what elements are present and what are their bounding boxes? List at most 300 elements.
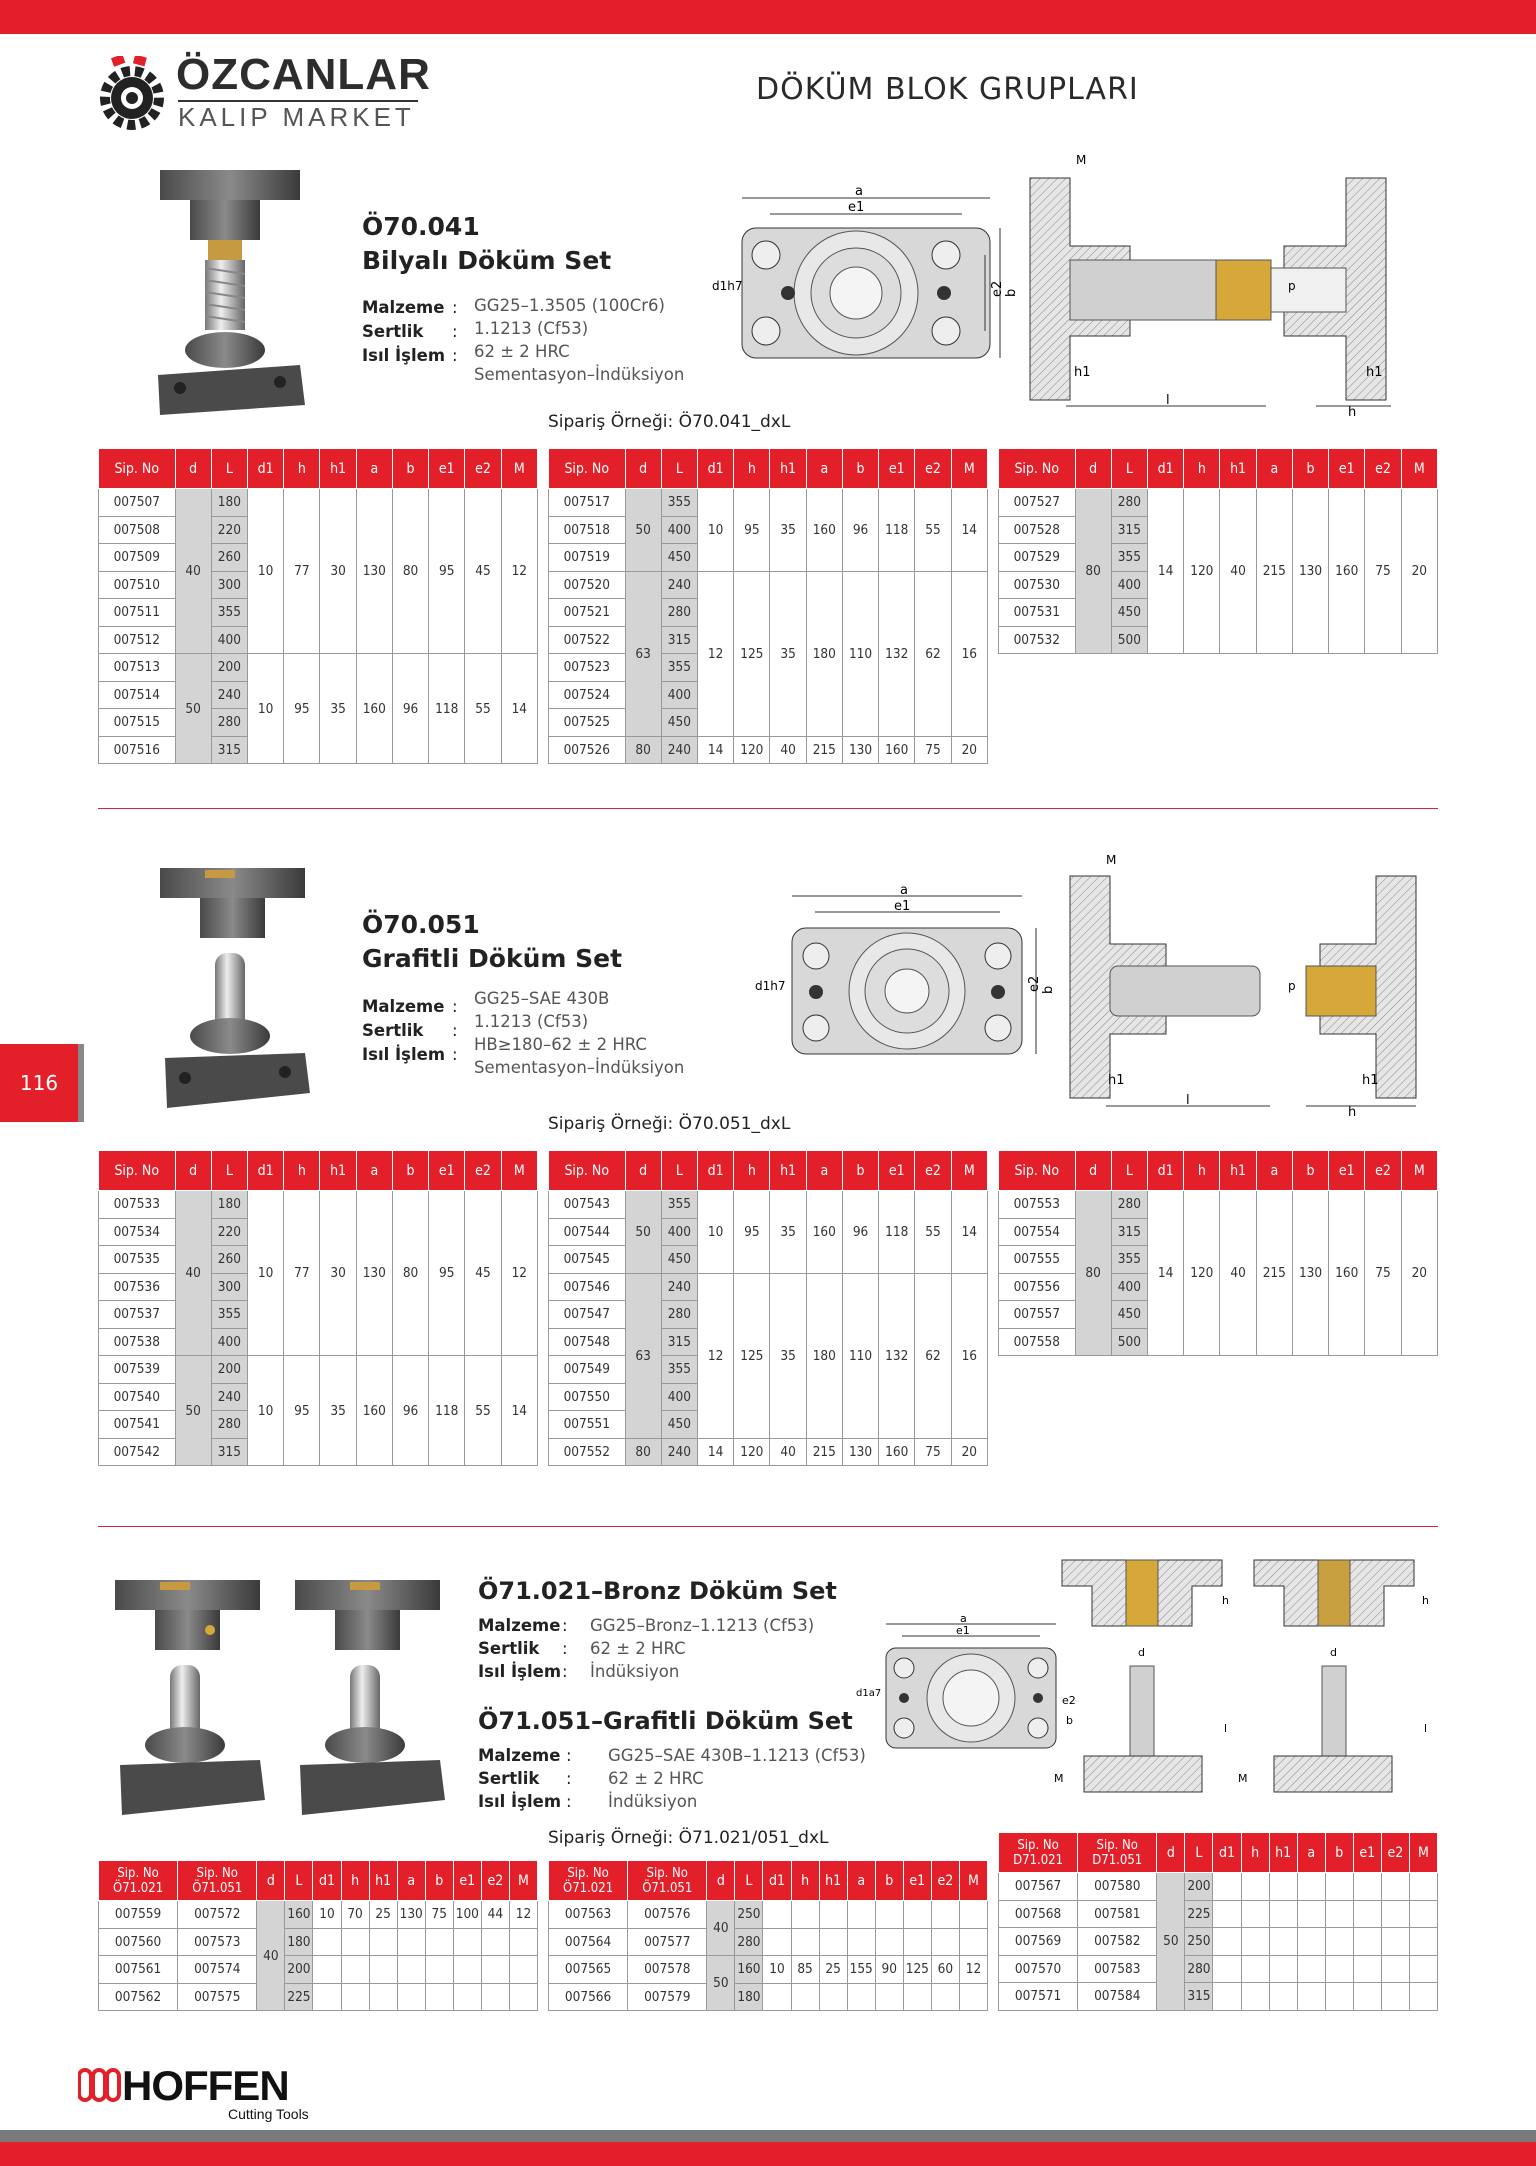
cell: 215 <box>1256 1191 1292 1356</box>
cell: 007535 <box>99 1246 176 1274</box>
cell: 14 <box>501 1356 537 1466</box>
cell: 220 <box>211 1218 247 1246</box>
cell: 132 <box>879 1273 915 1438</box>
dim-h-2: h <box>1422 1594 1429 1607</box>
dim-h1b: h1 <box>1366 365 1383 380</box>
cell: 007563 <box>549 1901 628 1929</box>
table-row <box>549 1983 988 2011</box>
spec-value: GG25–1.3505 (100Cr6) <box>474 296 665 315</box>
cell: 450 <box>661 709 697 737</box>
cell: 160 <box>356 654 392 764</box>
col-header: d <box>175 449 211 489</box>
col-header: h <box>284 1151 320 1191</box>
cell: 007571 <box>999 1983 1078 2011</box>
cell: 400 <box>661 516 697 544</box>
cell: 180 <box>735 1983 763 2011</box>
cell: 315 <box>661 626 697 654</box>
cell: 95 <box>284 654 320 764</box>
cell: 500 <box>1111 1328 1147 1356</box>
table-s2-a <box>98 1150 538 1466</box>
cell: 50 <box>625 1191 661 1274</box>
col-header: a <box>356 1151 392 1191</box>
cell: 120 <box>1184 489 1220 654</box>
dim-e1: e1 <box>848 200 865 215</box>
cell: 200 <box>211 1356 247 1384</box>
cell: 007561 <box>99 1956 178 1984</box>
col-header: d1 <box>697 1151 733 1191</box>
bottom-gray-bar <box>0 2130 1536 2142</box>
cell: 14 <box>501 654 537 764</box>
cell: 75 <box>425 1901 453 1929</box>
cell: 110 <box>842 571 878 736</box>
cell: 260 <box>211 544 247 572</box>
cell: 007568 <box>999 1900 1078 1928</box>
cell: 20 <box>951 1438 987 1466</box>
col-header: e2 <box>481 1861 509 1901</box>
cell: 007543 <box>549 1191 626 1219</box>
cell: 007546 <box>549 1273 626 1301</box>
cell: 215 <box>1256 489 1292 654</box>
table-row <box>549 489 988 517</box>
cell: 007515 <box>99 709 176 737</box>
cell: 007516 <box>99 736 176 764</box>
section1-code: Ö70.041 <box>362 212 480 241</box>
table-header <box>999 1151 1438 1191</box>
section-divider <box>98 808 1438 809</box>
section2-code: Ö70.051 <box>362 910 480 939</box>
hoffen-logo-icon <box>78 2068 122 2104</box>
cell: 118 <box>879 1191 915 1274</box>
cell: 007562 <box>99 1983 178 2011</box>
cell: 007519 <box>549 544 626 572</box>
dim-l: l <box>1186 1093 1190 1108</box>
spec-colon: : <box>562 1662 568 1681</box>
dim-d-2: d <box>1330 1646 1337 1659</box>
cell: 180 <box>806 571 842 736</box>
spec-value: 62 ± 2 HRC <box>590 1639 686 1658</box>
cell: 100 <box>453 1901 481 1929</box>
cell: 400 <box>211 1328 247 1356</box>
table-row <box>549 1273 988 1301</box>
cell: 62 <box>915 1273 951 1438</box>
col-header: d <box>625 1151 661 1191</box>
col-header: e2 <box>915 1151 951 1191</box>
table-row <box>99 1901 538 1929</box>
cell: 280 <box>1111 489 1147 517</box>
table-s3-b <box>548 1860 988 2011</box>
col-header: a <box>1297 1833 1325 1873</box>
cell: 007532 <box>999 626 1076 654</box>
cell: 007540 <box>99 1383 176 1411</box>
cell: 355 <box>1111 1246 1147 1274</box>
cell: 12 <box>697 1273 733 1438</box>
dim-e1: e1 <box>956 1624 970 1637</box>
cell: 450 <box>661 1246 697 1274</box>
cell: 007512 <box>99 626 176 654</box>
cell: 130 <box>842 736 878 764</box>
col-header: L <box>661 1151 697 1191</box>
dim-h: h <box>1222 1594 1229 1607</box>
cell: 20 <box>1401 1191 1437 1356</box>
dim-d1: d1h7 <box>712 279 743 293</box>
cell: 40 <box>1220 489 1256 654</box>
col-header: d1 <box>1147 449 1183 489</box>
table-s2-b <box>548 1150 988 1466</box>
cell: 130 <box>1292 1191 1328 1356</box>
col-header: e1 <box>453 1861 481 1901</box>
cell: 160 <box>806 1191 842 1274</box>
col-header: Sip. No <box>999 449 1076 489</box>
cell: 14 <box>697 1438 733 1466</box>
section-divider <box>98 1526 1438 1527</box>
cell: 007554 <box>999 1218 1076 1246</box>
cell: 240 <box>661 1273 697 1301</box>
cell: 007536 <box>99 1273 176 1301</box>
cell: 12 <box>501 1191 537 1356</box>
col-header: e1 <box>1329 449 1365 489</box>
dim-M-2: M <box>1238 1772 1248 1785</box>
dim-l-2: l <box>1424 1722 1428 1735</box>
col-header: M <box>501 449 537 489</box>
col-header: Sip. No <box>549 1151 626 1191</box>
col-header: e1 <box>1329 1151 1365 1191</box>
cell: 80 <box>625 736 661 764</box>
col-header: b <box>875 1861 903 1901</box>
col-header: d <box>175 1151 211 1191</box>
cell: 30 <box>320 489 356 654</box>
col-header-text: Ö71.021 <box>113 1880 164 1896</box>
cell: 20 <box>1401 489 1437 654</box>
col-header-text: D71.051 <box>1092 1852 1143 1868</box>
cell: 215 <box>806 736 842 764</box>
col-header: b <box>392 1151 428 1191</box>
table-s1-c <box>998 448 1438 654</box>
col-header: h <box>284 449 320 489</box>
table-s3-a <box>98 1860 538 2011</box>
spec-value: GG25–SAE 430B <box>474 989 610 1008</box>
cell: 280 <box>735 1928 763 1956</box>
col-header: L <box>211 449 247 489</box>
table-row <box>999 1191 1438 1219</box>
spec-colon: : <box>566 1746 572 1765</box>
cell: 35 <box>770 489 806 572</box>
cell: 45 <box>465 489 501 654</box>
col-header: L <box>735 1861 763 1901</box>
col-header: e1 <box>1353 1833 1381 1873</box>
cell: 007569 <box>999 1928 1078 1956</box>
dim-p: p <box>1288 979 1296 993</box>
cell: 007545 <box>549 1246 626 1274</box>
cell: 160 <box>735 1956 763 1984</box>
cell: 007523 <box>549 654 626 682</box>
cell: 95 <box>284 1356 320 1466</box>
col-header: d1 <box>763 1861 791 1901</box>
cell: 50 <box>175 1356 211 1466</box>
col-header: Sip. No <box>549 449 626 489</box>
table-row <box>99 1356 538 1384</box>
cell: 007549 <box>549 1356 626 1384</box>
col-header <box>178 1861 257 1901</box>
spec-colon: : <box>566 1792 572 1811</box>
cell: 240 <box>211 681 247 709</box>
cell: 10 <box>697 489 733 572</box>
spec-colon: : <box>452 997 458 1016</box>
cell: 355 <box>661 1356 697 1384</box>
col-header: h <box>734 449 770 489</box>
col-header: e2 <box>465 1151 501 1191</box>
spec-value: Sementasyon–İndüksiyon <box>474 1058 685 1077</box>
cell: 10 <box>247 1356 283 1466</box>
cell: 40 <box>175 1191 211 1356</box>
cell: 007581 <box>1078 1900 1157 1928</box>
col-header: M <box>509 1861 537 1901</box>
col-header-text: Ö71.051 <box>192 1880 243 1896</box>
col-header-text: Sip. No <box>646 1865 688 1881</box>
cell: 130 <box>356 489 392 654</box>
cell: 12 <box>697 571 733 736</box>
col-header: h1 <box>320 449 356 489</box>
col-header: a <box>397 1861 425 1901</box>
cell: 280 <box>1111 1191 1147 1219</box>
cell: 007580 <box>1078 1873 1157 1901</box>
cell: 007544 <box>549 1218 626 1246</box>
cell: 50 <box>1157 1873 1185 2011</box>
table-row <box>999 489 1438 517</box>
cell: 007548 <box>549 1328 626 1356</box>
dim-d1: d1h7 <box>755 979 786 993</box>
cell: 40 <box>707 1901 735 1956</box>
cell: 14 <box>951 489 987 572</box>
table-row <box>549 571 988 599</box>
cell: 007578 <box>628 1956 707 1984</box>
cell: 160 <box>1329 1191 1365 1356</box>
section3-title-bronze: Ö71.021–Bronz Döküm Set <box>478 1577 837 1605</box>
table-header <box>999 449 1438 489</box>
col-header: d1 <box>697 449 733 489</box>
cell: 160 <box>879 736 915 764</box>
col-header: h <box>1184 449 1220 489</box>
spec-label: Sertlik <box>478 1639 540 1658</box>
cell: 007582 <box>1078 1928 1157 1956</box>
col-header: M <box>951 1151 987 1191</box>
cell: 007522 <box>549 626 626 654</box>
cell: 63 <box>625 1273 661 1438</box>
section1-specs <box>362 296 722 388</box>
cell: 75 <box>915 736 951 764</box>
col-header: h <box>341 1861 369 1901</box>
front-view-diagram-2 <box>750 884 1070 1074</box>
footer-tagline: Cutting Tools <box>228 2106 309 2122</box>
spec-value: HB≥180–62 ± 2 HRC <box>474 1035 647 1054</box>
brand-sub: KALIP MARKET <box>178 100 418 133</box>
cell: 110 <box>842 1273 878 1438</box>
col-header: e1 <box>429 449 465 489</box>
cell: 400 <box>661 681 697 709</box>
col-header: a <box>1256 1151 1292 1191</box>
cell: 007513 <box>99 654 176 682</box>
cell: 315 <box>211 1438 247 1466</box>
table-row <box>999 1928 1438 1956</box>
cell: 007583 <box>1078 1955 1157 1983</box>
cell: 96 <box>392 654 428 764</box>
col-header: L <box>211 1151 247 1191</box>
cell: 130 <box>356 1191 392 1356</box>
dim-a: a <box>900 884 908 898</box>
spec-label: Malzeme <box>362 298 445 317</box>
section-view-diagram <box>1026 150 1426 420</box>
col-header: e2 <box>1365 1151 1401 1191</box>
cell: 20 <box>951 736 987 764</box>
cell: 007534 <box>99 1218 176 1246</box>
cell: 315 <box>661 1328 697 1356</box>
col-header-text: Ö71.051 <box>642 1880 693 1896</box>
section3-title-graphite: Ö71.051–Grafitli Döküm Set <box>478 1707 853 1735</box>
spec-label: Malzeme <box>478 1746 561 1765</box>
cell: 400 <box>1111 571 1147 599</box>
table-s1-a <box>98 448 538 764</box>
col-header: M <box>951 449 987 489</box>
cell: 007525 <box>549 709 626 737</box>
dim-e2: e2 <box>1062 1694 1076 1707</box>
col-header: e2 <box>1365 449 1401 489</box>
cell: 55 <box>465 654 501 764</box>
cell: 007524 <box>549 681 626 709</box>
col-header: M <box>1409 1833 1437 1873</box>
cell: 450 <box>661 1411 697 1439</box>
cell: 63 <box>625 571 661 736</box>
cell: 35 <box>770 1273 806 1438</box>
cell: 280 <box>1185 1955 1213 1983</box>
section1-name: Bilyalı Döküm Set <box>362 246 612 275</box>
cell: 007577 <box>628 1928 707 1956</box>
col-header: d <box>625 449 661 489</box>
cell: 130 <box>397 1901 425 1929</box>
cell: 007529 <box>999 544 1076 572</box>
cell: 160 <box>285 1901 313 1929</box>
col-header: e2 <box>915 449 951 489</box>
cell: 35 <box>770 1191 806 1274</box>
cell: 77 <box>284 489 320 654</box>
cell: 14 <box>1147 489 1183 654</box>
cell: 90 <box>875 1956 903 1984</box>
cell: 16 <box>951 571 987 736</box>
cell: 95 <box>429 489 465 654</box>
cell: 180 <box>211 489 247 517</box>
cell: 12 <box>501 489 537 654</box>
cell: 007547 <box>549 1301 626 1329</box>
col-header: a <box>806 1151 842 1191</box>
cell: 16 <box>951 1273 987 1438</box>
spec-label: Isıl İşlem <box>478 1792 562 1811</box>
cell: 118 <box>429 654 465 764</box>
cell: 355 <box>661 489 697 517</box>
cell: 95 <box>734 1191 770 1274</box>
cell: 132 <box>879 571 915 736</box>
logo <box>94 50 434 140</box>
cell: 400 <box>661 1218 697 1246</box>
dim-M: M <box>1054 1772 1064 1785</box>
spec-label: Sertlik <box>478 1769 540 1788</box>
col-header: a <box>847 1861 875 1901</box>
col-header: a <box>806 449 842 489</box>
table-row <box>549 1928 988 1956</box>
front-view-diagram <box>700 178 1030 378</box>
dim-M: M <box>1076 153 1087 167</box>
top-bar <box>0 0 1536 34</box>
table-row <box>549 736 988 764</box>
cell: 130 <box>842 1438 878 1466</box>
cell: 007526 <box>549 736 626 764</box>
cell: 10 <box>763 1956 791 1984</box>
dim-h: h <box>1348 1105 1357 1118</box>
cell: 120 <box>734 1438 770 1466</box>
section-view-diagram-2 <box>1066 850 1436 1118</box>
cell: 25 <box>819 1956 847 1984</box>
cell: 80 <box>1075 1191 1111 1356</box>
cell: 315 <box>1111 516 1147 544</box>
table-row <box>99 489 538 517</box>
cell: 40 <box>257 1901 285 2011</box>
cell: 75 <box>1365 489 1401 654</box>
col-header <box>1078 1833 1157 1873</box>
col-header: a <box>1256 449 1292 489</box>
cell: 96 <box>392 1356 428 1466</box>
cell: 007570 <box>999 1955 1078 1983</box>
cell: 007556 <box>999 1273 1076 1301</box>
dim-b: b <box>1066 1714 1073 1727</box>
cell: 70 <box>341 1901 369 1929</box>
col-header: e1 <box>879 449 915 489</box>
cell: 007533 <box>99 1191 176 1219</box>
cell: 200 <box>211 654 247 682</box>
product-photo-graphite-set <box>155 858 315 1118</box>
cell: 96 <box>842 489 878 572</box>
cell: 80 <box>392 1191 428 1356</box>
col-header: e1 <box>879 1151 915 1191</box>
cell: 10 <box>247 489 283 654</box>
col-header: h1 <box>770 1151 806 1191</box>
cell: 007531 <box>999 599 1076 627</box>
col-header: b <box>1292 449 1328 489</box>
section3-specs-bronze <box>478 1614 838 1686</box>
col-header: b <box>1325 1833 1353 1873</box>
cell: 007576 <box>628 1901 707 1929</box>
table-row <box>549 1438 988 1466</box>
table-header <box>549 1861 988 1901</box>
product-photo-ball-set <box>150 160 310 430</box>
cell: 007528 <box>999 516 1076 544</box>
col-header: d1 <box>313 1861 341 1901</box>
cell: 007520 <box>549 571 626 599</box>
cell: 220 <box>211 516 247 544</box>
cell: 14 <box>697 736 733 764</box>
cell: 118 <box>879 489 915 572</box>
table-header <box>549 1151 988 1191</box>
cell: 12 <box>509 1901 537 1929</box>
cell: 315 <box>211 736 247 764</box>
col-header: h1 <box>1220 1151 1256 1191</box>
cell: 007518 <box>549 516 626 544</box>
cell: 007584 <box>1078 1983 1157 2011</box>
cell: 125 <box>734 571 770 736</box>
cell: 315 <box>1111 1218 1147 1246</box>
cell: 450 <box>661 544 697 572</box>
cell: 95 <box>734 489 770 572</box>
spec-colon: : <box>452 322 458 341</box>
col-header: e1 <box>429 1151 465 1191</box>
cell: 007555 <box>999 1246 1076 1274</box>
cell: 96 <box>842 1191 878 1274</box>
